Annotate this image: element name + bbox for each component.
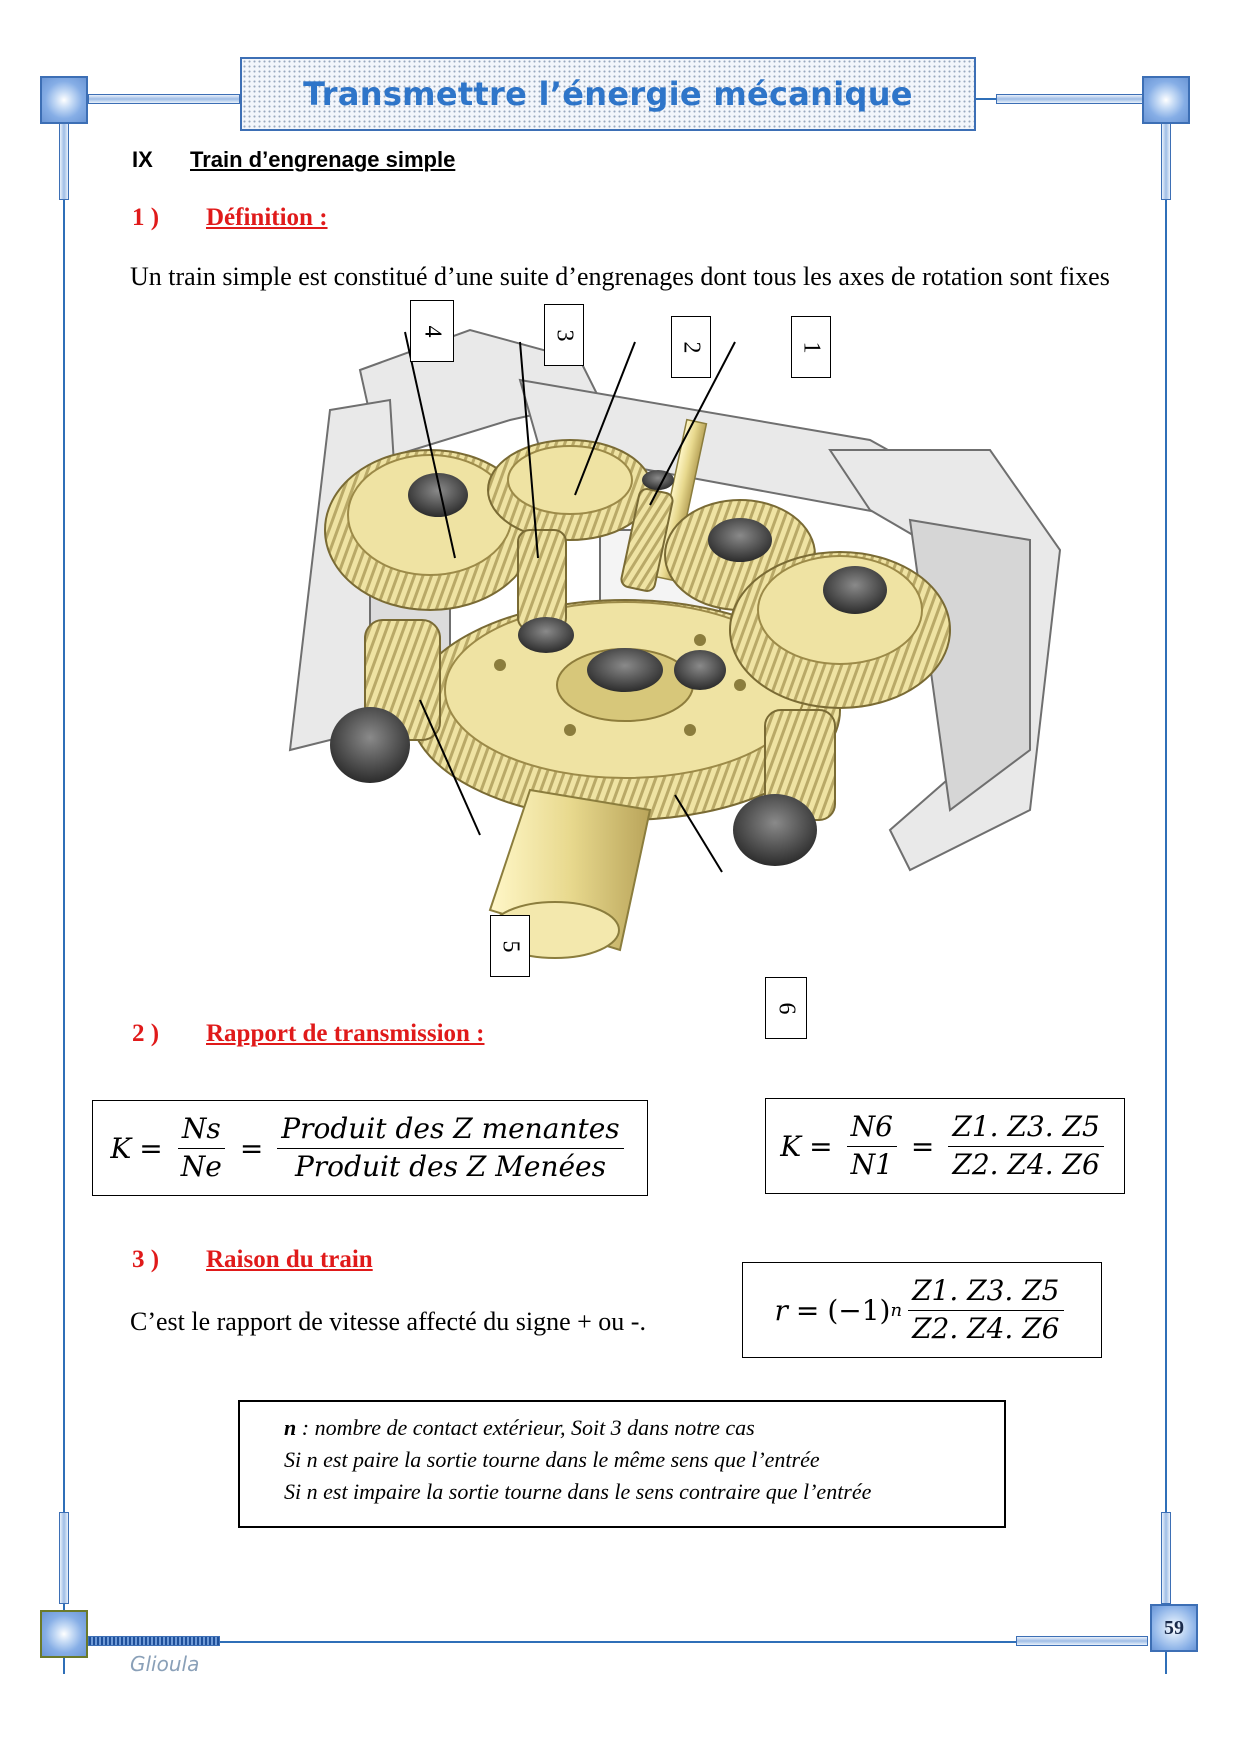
frame-left-bar-top — [59, 112, 69, 200]
callout-4: 4 — [410, 300, 454, 362]
reason-title: Raison du train — [206, 1246, 373, 1273]
title-banner — [240, 57, 976, 131]
definition-heading — [132, 204, 328, 232]
ratio-number: 2 ) — [132, 1020, 160, 1047]
gear-2 — [488, 440, 652, 540]
pinion-3 — [518, 530, 574, 653]
frame-left-bar-bottom — [59, 1512, 69, 1604]
note-line-3: Si n est impaire la sortie tourne dans le sens contraire que l’entrée — [284, 1479, 872, 1504]
frame-bottom-bar-left — [88, 1636, 220, 1646]
ratio-formula-specific: K = $\frac{N6}{N1}$ = $\frac{Z1. Z3. Z5}{Z2. Z4. Z6}$ — [765, 1098, 1125, 1194]
gear-train-figure — [270, 290, 1090, 1050]
ratio-heading — [132, 1020, 485, 1048]
note-box — [238, 1400, 1006, 1528]
fraction-teeth-product: $\frac{\text{Produit des Z menantes}}{\text{Produit des Z Menées}}$ — [277, 1113, 623, 1182]
fraction-n6-n1: $\frac{N6}{N1}$ — [847, 1111, 897, 1180]
frame-corner-top-right — [1142, 76, 1190, 124]
section-number: IX — [132, 147, 153, 172]
frame-right-line — [1165, 90, 1167, 1674]
callout-2: 2 — [671, 316, 711, 378]
reason-text: C’est le rapport de vitesse affecté du signe + ou -. — [130, 1307, 646, 1336]
fraction-speed: $\frac{Ns}{Ne}$ — [177, 1113, 226, 1182]
frame-bottom-line — [88, 1641, 1148, 1643]
ratio-title: Rapport de transmission : — [206, 1020, 485, 1047]
frame-left-line — [63, 90, 65, 1674]
callout-5: 5 — [490, 915, 530, 977]
page-title: Transmettre l’énergie mécanique — [303, 75, 913, 113]
reason-heading — [132, 1246, 373, 1274]
callout-6: 6 — [765, 977, 807, 1039]
definition-title: Définition : — [206, 204, 328, 231]
reason-number: 3 ) — [132, 1246, 160, 1273]
reason-formula: r = (−1) n $\frac{Z1. Z3. Z5}{Z2. Z4. Z6}$ — [742, 1262, 1102, 1358]
frame-top-bar-left — [88, 94, 240, 104]
page-number: 59 — [1150, 1604, 1198, 1652]
section-heading — [132, 147, 455, 173]
ratio-formula-general: K = $\frac{Ns}{Ne}$ = $\frac{\text{Produit des Z menantes}}{\text{Produit des Z Menées}}$ — [92, 1100, 648, 1196]
frame-corner-top-left — [40, 76, 88, 124]
note-line-1: n : nombre de contact extérieur, Soit 3 dans notre cas — [284, 1415, 755, 1440]
frame-right-bar-bottom — [1161, 1512, 1171, 1604]
note-line-2: Si n est paire la sortie tourne dans le même sens que l’entrée — [284, 1447, 820, 1472]
frame-top-bar-right — [996, 94, 1144, 104]
fraction-z-products: $\frac{Z1. Z3. Z5}{Z2. Z4. Z6}$ — [948, 1111, 1103, 1180]
section-title: Train d’engrenage simple — [190, 147, 456, 172]
callout-3: 3 — [544, 304, 584, 366]
fraction-reason: $\frac{Z1. Z3. Z5}{Z2. Z4. Z6}$ — [908, 1275, 1063, 1344]
frame-right-bar-top — [1161, 112, 1171, 200]
frame-corner-bottom-left — [40, 1610, 88, 1658]
definition-text: Un train simple est constitué d’une suite d’engrenages dont tous les axes de rotation sont fixes — [130, 262, 1110, 291]
author-name: Glioula — [130, 1652, 200, 1676]
callout-1: 1 — [791, 316, 831, 378]
definition-number: 1 ) — [132, 204, 160, 231]
frame-bottom-bar-right — [1016, 1636, 1148, 1646]
